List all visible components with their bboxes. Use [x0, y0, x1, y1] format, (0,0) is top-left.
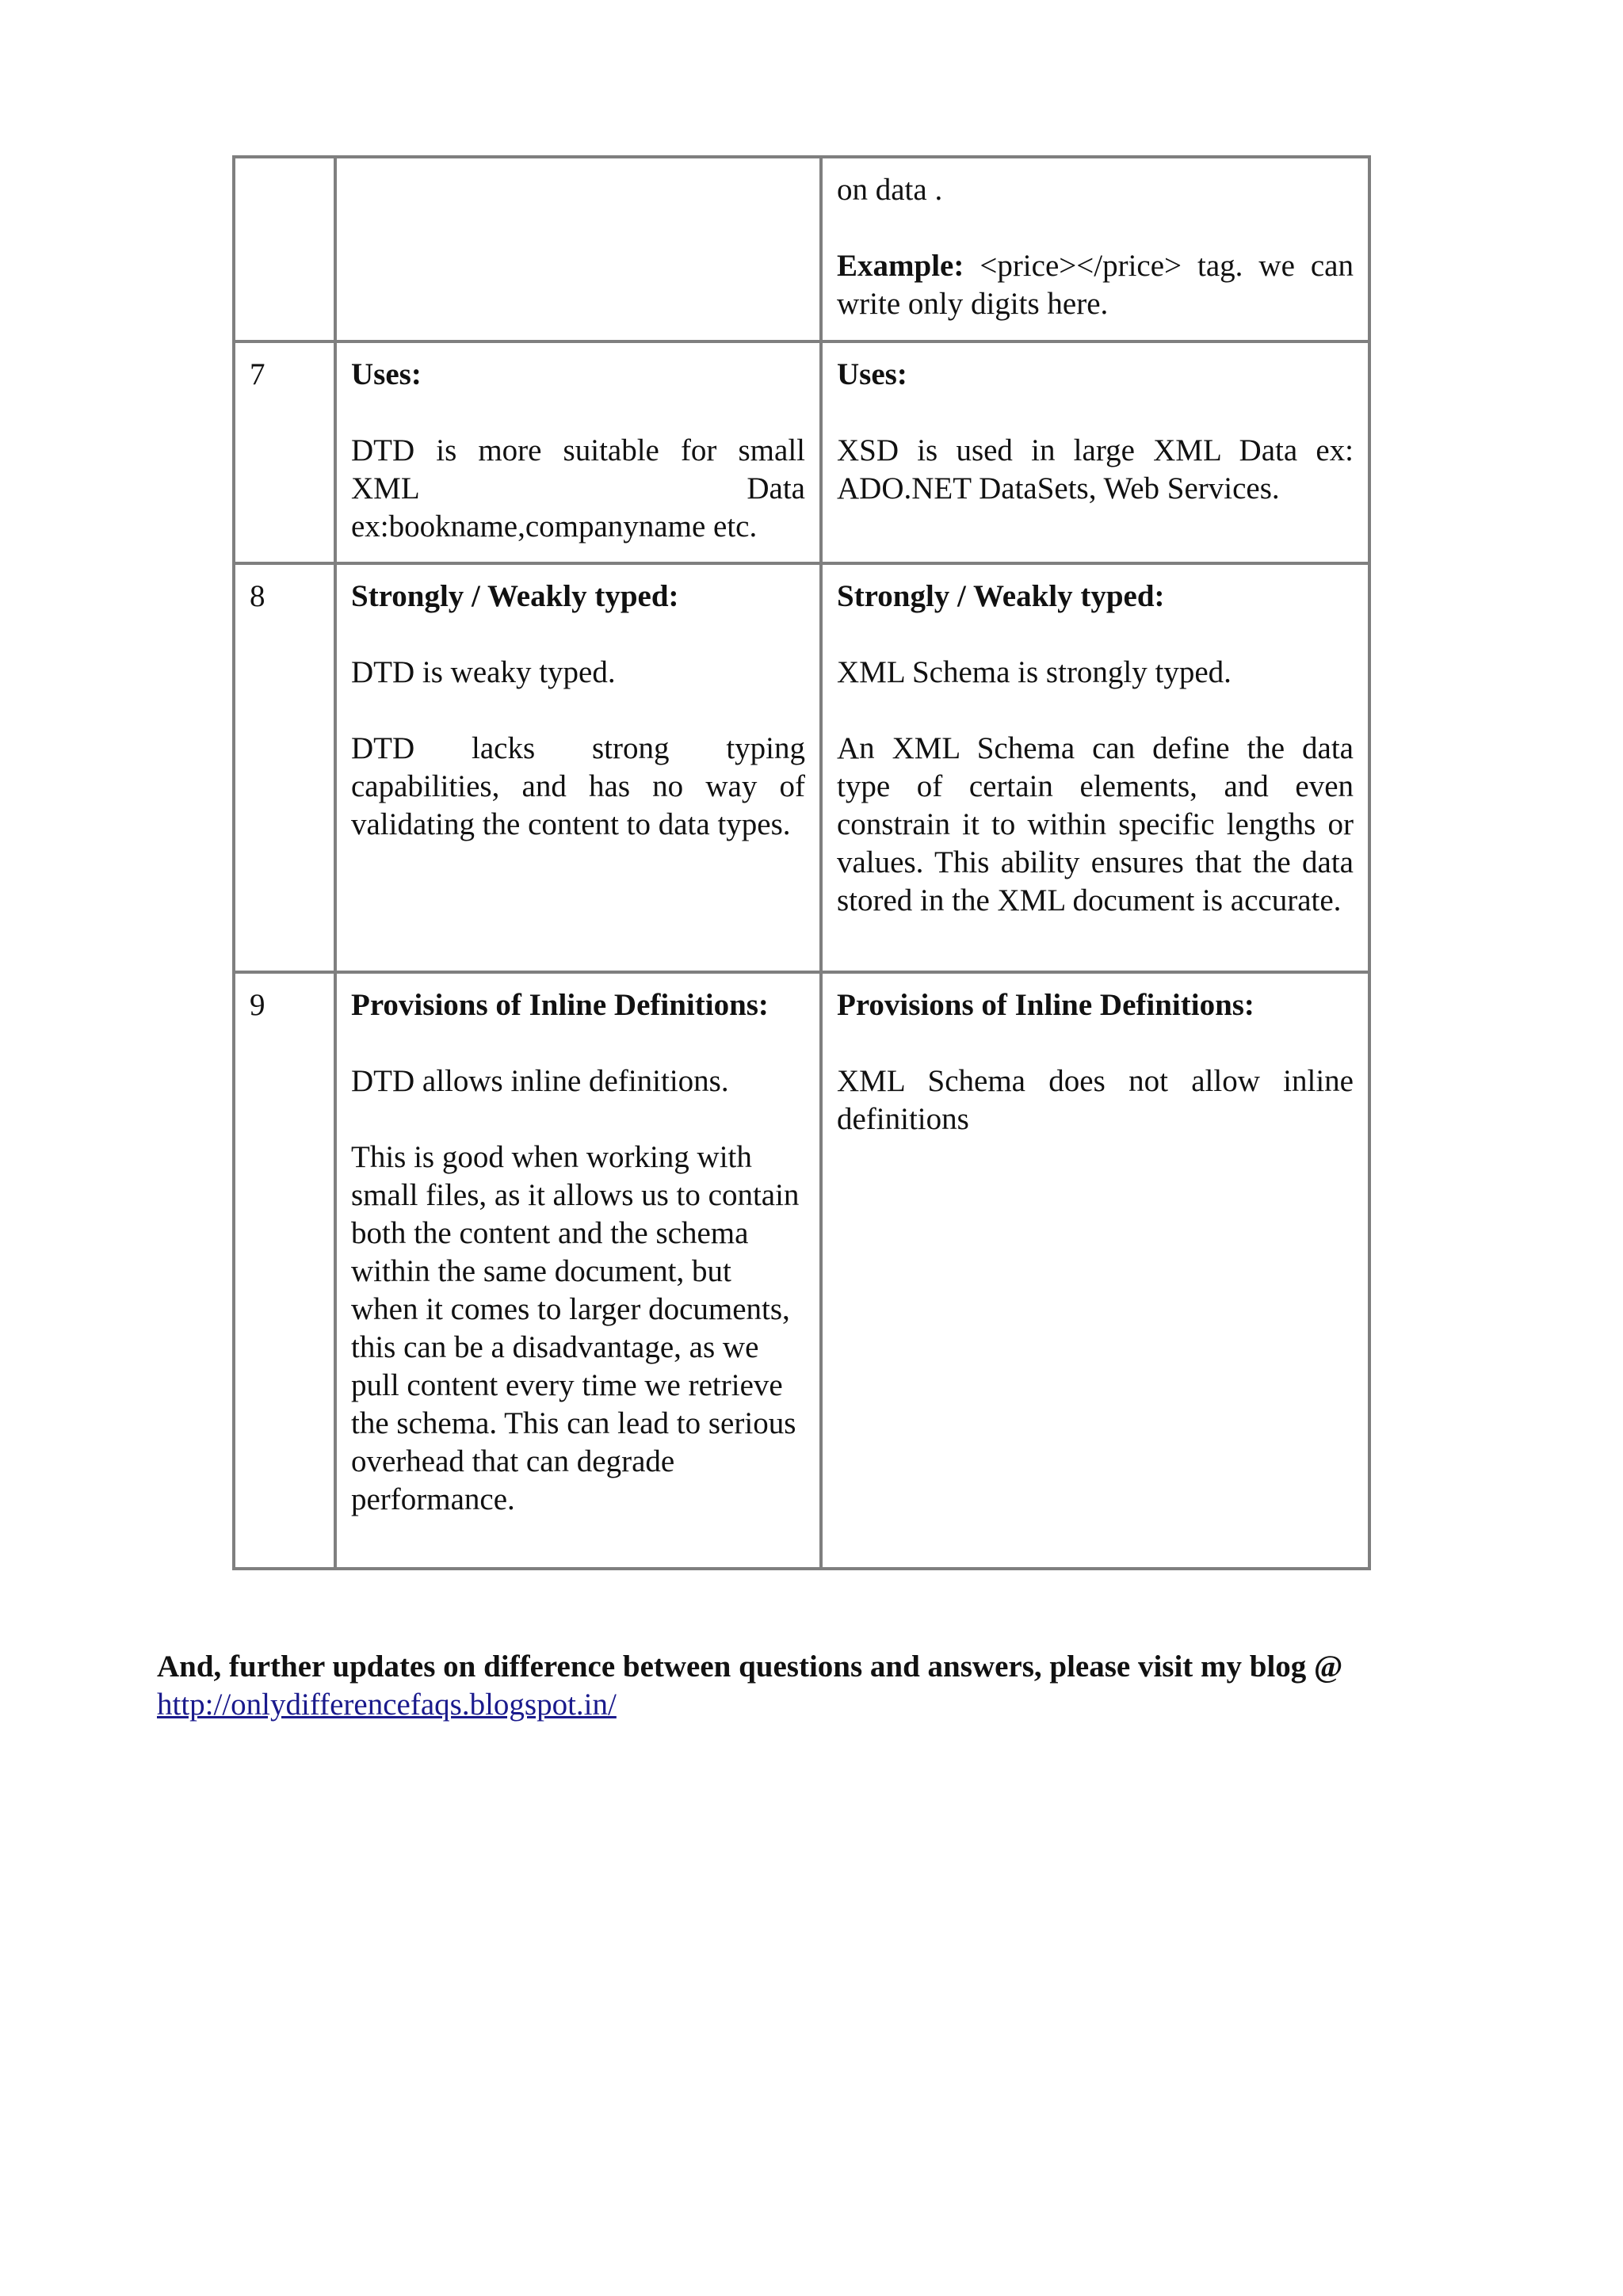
xsd-text-1: XML Schema is strongly typed.: [837, 655, 1232, 689]
xsd-text-2: An XML Schema can define the data type of certain elements, and even constrain it to within specific lengths or values. This ability ensures that the data stored in the XML document is accurate.: [837, 731, 1354, 917]
row-number: 7: [250, 357, 265, 391]
dtd-heading: Uses:: [351, 357, 422, 391]
footer-text: And, further updates on difference between questions and answers, please visit my blog @: [157, 1650, 1343, 1684]
row-number: 8: [250, 579, 265, 613]
dtd-text-2: This is good when working with small files, as it allows us to contain both the content and the schema within the same document, but when it comes to larger documents, this can be a disadvantage, as we pull content every time we retrieve the schema. This can lead to serious overhead that can degrade performance.: [351, 1140, 800, 1516]
example-label: Example:: [837, 249, 964, 283]
xsd-continuation-text: on data .: [837, 173, 943, 207]
row-number-cell: [234, 157, 335, 341]
xsd-heading: Uses:: [837, 357, 907, 391]
xsd-text-1: XML Schema does not allow inline definitions: [837, 1064, 1354, 1136]
dtd-text: DTD is more suitable for small XML Data ex:bookname,companyname etc.: [351, 433, 805, 543]
example-text: <price></price> tag. we can write only digits here.: [837, 249, 1354, 321]
table-row: [234, 972, 1369, 1569]
dtd-text-1: DTD is weaky typed.: [351, 655, 616, 689]
xsd-cell: [821, 341, 1369, 563]
row-number-cell: [234, 563, 335, 972]
xsd-heading: Strongly / Weakly typed:: [837, 579, 1165, 613]
dtd-cell: [335, 563, 821, 972]
table-row: [234, 341, 1369, 563]
footer-note: [157, 1648, 1504, 1724]
dtd-cell: [335, 341, 821, 563]
dtd-cell: [335, 972, 821, 1569]
xsd-example: [837, 247, 1354, 323]
dtd-cell: [335, 157, 821, 341]
xsd-text: XSD is used in large XML Data ex: ADO.NET DataSets, Web Services.: [837, 433, 1354, 505]
xsd-cell: [821, 972, 1369, 1569]
xsd-cell: [821, 157, 1369, 341]
table-row: [234, 157, 1369, 341]
dtd-heading: Strongly / Weakly typed:: [351, 579, 679, 613]
row-number-cell: [234, 972, 335, 1569]
row-number-cell: [234, 341, 335, 563]
xsd-heading: Provisions of Inline Definitions:: [837, 988, 1254, 1022]
dtd-text-1: DTD allows inline definitions.: [351, 1064, 729, 1098]
xsd-cell: [821, 563, 1369, 972]
table-row: [234, 563, 1369, 972]
comparison-table: [232, 155, 1371, 1570]
dtd-heading: Provisions of Inline Definitions:: [351, 988, 769, 1022]
blog-link[interactable]: http://onlydifferencefaqs.blogspot.in/: [157, 1688, 617, 1722]
dtd-text-2: DTD lacks strong typing capabilities, and has no way of validating the content to data types.: [351, 731, 805, 841]
row-number: 9: [250, 988, 265, 1022]
